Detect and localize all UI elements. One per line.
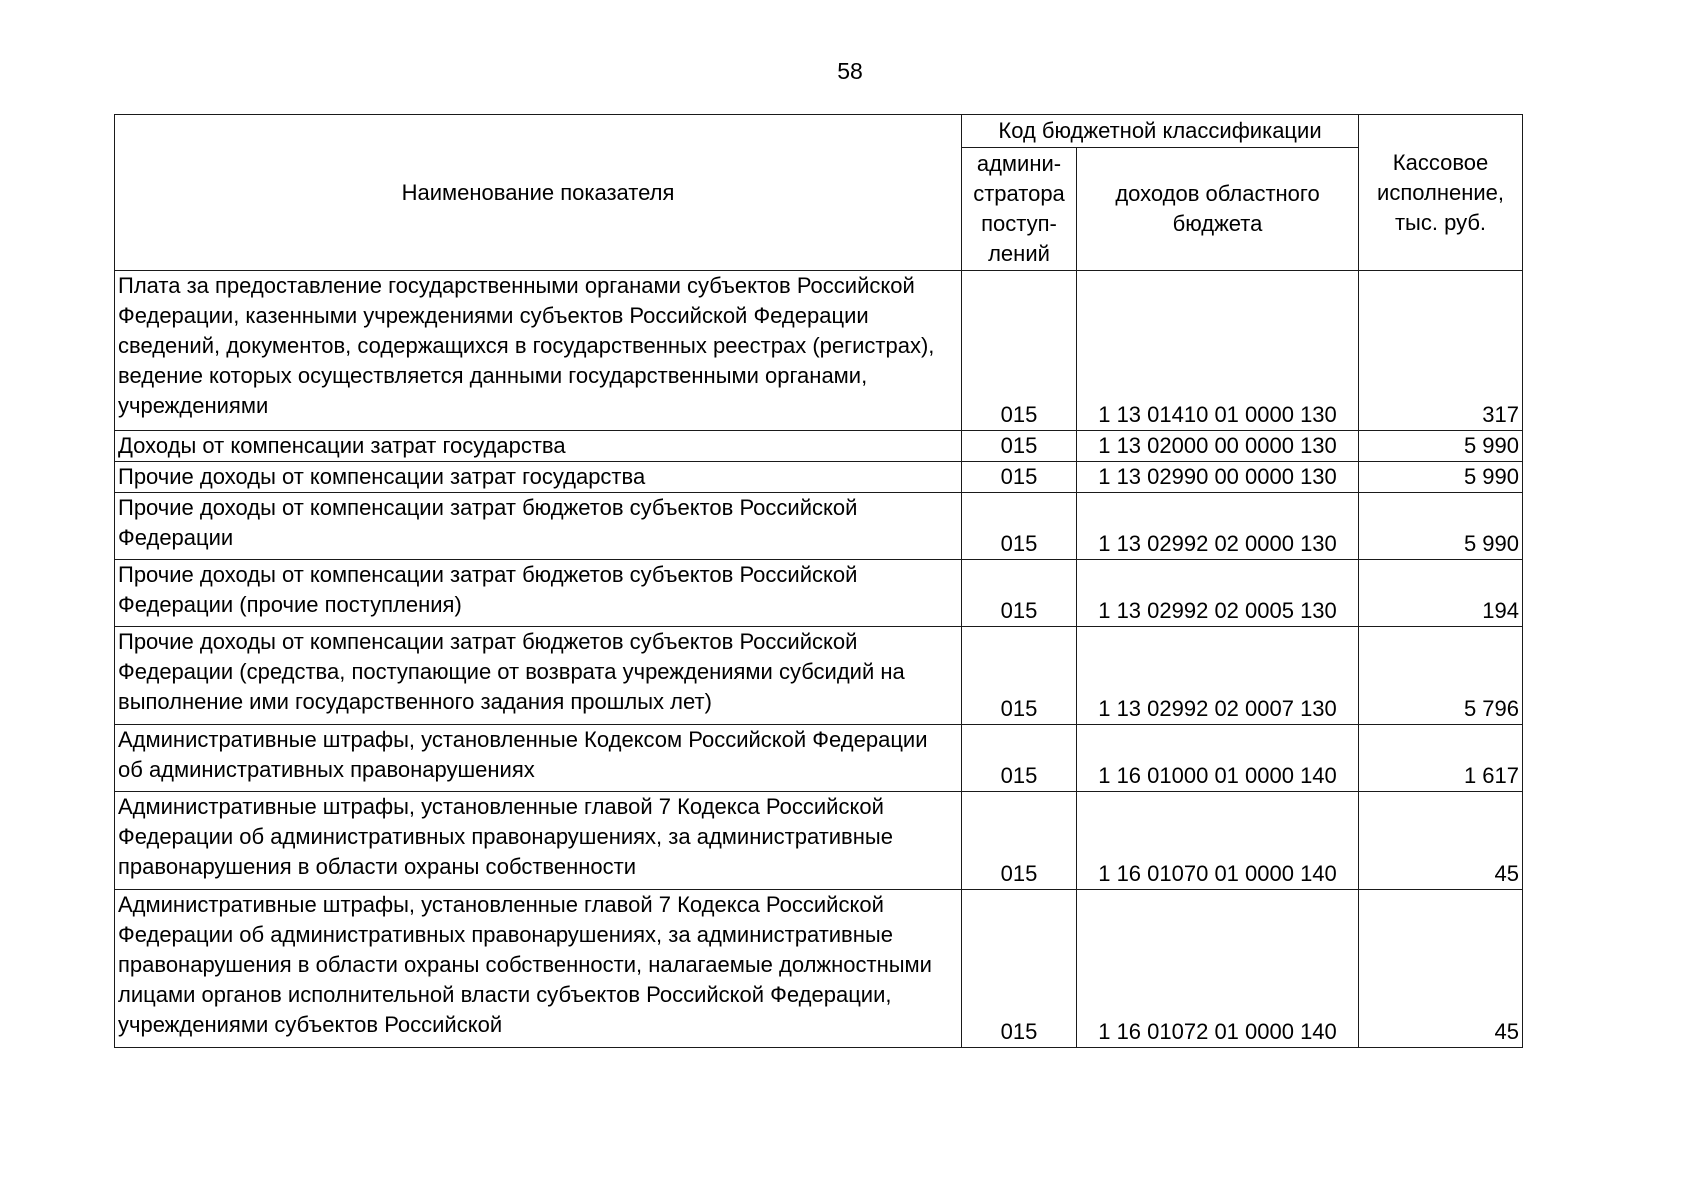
cash-execution-amount: 317 bbox=[1359, 271, 1523, 431]
table-row bbox=[115, 627, 1523, 725]
indicator-name: Административные штрафы, установленные главой 7 Кодекса Российской Федерации об административных правонарушениях, за административные правонарушения в области охраны собственности bbox=[115, 792, 962, 890]
cash-execution-amount: 45 bbox=[1359, 792, 1523, 890]
income-code: 1 13 02992 02 0005 130 bbox=[1077, 560, 1359, 627]
income-code: 1 13 01410 01 0000 130 bbox=[1077, 271, 1359, 431]
administrator-code: 015 bbox=[962, 462, 1077, 493]
indicator-name: Прочие доходы от компенсации затрат государства bbox=[115, 462, 962, 493]
header-cash-execution: Кассовое исполнение, тыс. руб. bbox=[1359, 115, 1523, 271]
header-regional-income: доходов областного бюджета bbox=[1077, 148, 1359, 271]
indicator-name: Прочие доходы от компенсации затрат бюджетов субъектов Российской Федерации (прочие поступления) bbox=[115, 560, 962, 627]
indicator-name: Прочие доходы от компенсации затрат бюджетов субъектов Российской Федерации (средства, поступающие от возврата учреждениями субсидий на выполнение ими государственного задания прошлых лет) bbox=[115, 627, 962, 725]
indicator-name: Плата за предоставление государственными органами субъектов Российской Федерации, казенными учреждениями субъектов Российской Федерации сведений, документов, содержащихся в государственных реестрах (регистрах), ведение которых осуществляется данными государственными органами, учреждениями bbox=[115, 271, 962, 431]
budget-classification-table bbox=[114, 114, 1523, 1048]
cash-execution-amount: 5 796 bbox=[1359, 627, 1523, 725]
income-code: 1 16 01000 01 0000 140 bbox=[1077, 725, 1359, 792]
income-code: 1 13 02992 02 0007 130 bbox=[1077, 627, 1359, 725]
cash-execution-amount: 194 bbox=[1359, 560, 1523, 627]
income-code: 1 16 01072 01 0000 140 bbox=[1077, 890, 1359, 1048]
table-row bbox=[115, 560, 1523, 627]
table-row bbox=[115, 890, 1523, 1048]
cash-execution-amount: 5 990 bbox=[1359, 431, 1523, 462]
table-row bbox=[115, 462, 1523, 493]
administrator-code: 015 bbox=[962, 431, 1077, 462]
table-row bbox=[115, 271, 1523, 431]
administrator-code: 015 bbox=[962, 792, 1077, 890]
indicator-name: Доходы от компенсации затрат государства bbox=[115, 431, 962, 462]
indicator-name: Административные штрафы, установленные главой 7 Кодекса Российской Федерации об административных правонарушениях, за административные правонарушения в области охраны собственности, налагаемые должностными лицами органов исполнительной власти субъектов Российской Федерации, учреждениями субъектов Российской bbox=[115, 890, 962, 1048]
administrator-code: 015 bbox=[962, 560, 1077, 627]
administrator-code: 015 bbox=[962, 627, 1077, 725]
cash-execution-amount: 5 990 bbox=[1359, 462, 1523, 493]
page-number: 58 bbox=[837, 58, 863, 84]
cash-execution-amount: 1 617 bbox=[1359, 725, 1523, 792]
administrator-code: 015 bbox=[962, 725, 1077, 792]
administrator-code: 015 bbox=[962, 493, 1077, 560]
administrator-code: 015 bbox=[962, 271, 1077, 431]
header-indicator-name: Наименование показателя bbox=[115, 115, 962, 271]
table-row bbox=[115, 792, 1523, 890]
income-code: 1 13 02000 00 0000 130 bbox=[1077, 431, 1359, 462]
cash-execution-amount: 5 990 bbox=[1359, 493, 1523, 560]
administrator-code: 015 bbox=[962, 890, 1077, 1048]
cash-execution-amount: 45 bbox=[1359, 890, 1523, 1048]
header-code-group: Код бюджетной классификации bbox=[962, 115, 1359, 148]
income-code: 1 13 02990 00 0000 130 bbox=[1077, 462, 1359, 493]
income-code: 1 13 02992 02 0000 130 bbox=[1077, 493, 1359, 560]
indicator-name: Административные штрафы, установленные Кодексом Российской Федерации об административных правонарушениях bbox=[115, 725, 962, 792]
indicator-name: Прочие доходы от компенсации затрат бюджетов субъектов Российской Федерации bbox=[115, 493, 962, 560]
header-administrator: админи-стратора поступ-лений bbox=[962, 148, 1077, 271]
income-code: 1 16 01070 01 0000 140 bbox=[1077, 792, 1359, 890]
table-row bbox=[115, 493, 1523, 560]
table-row bbox=[115, 431, 1523, 462]
table-row bbox=[115, 725, 1523, 792]
